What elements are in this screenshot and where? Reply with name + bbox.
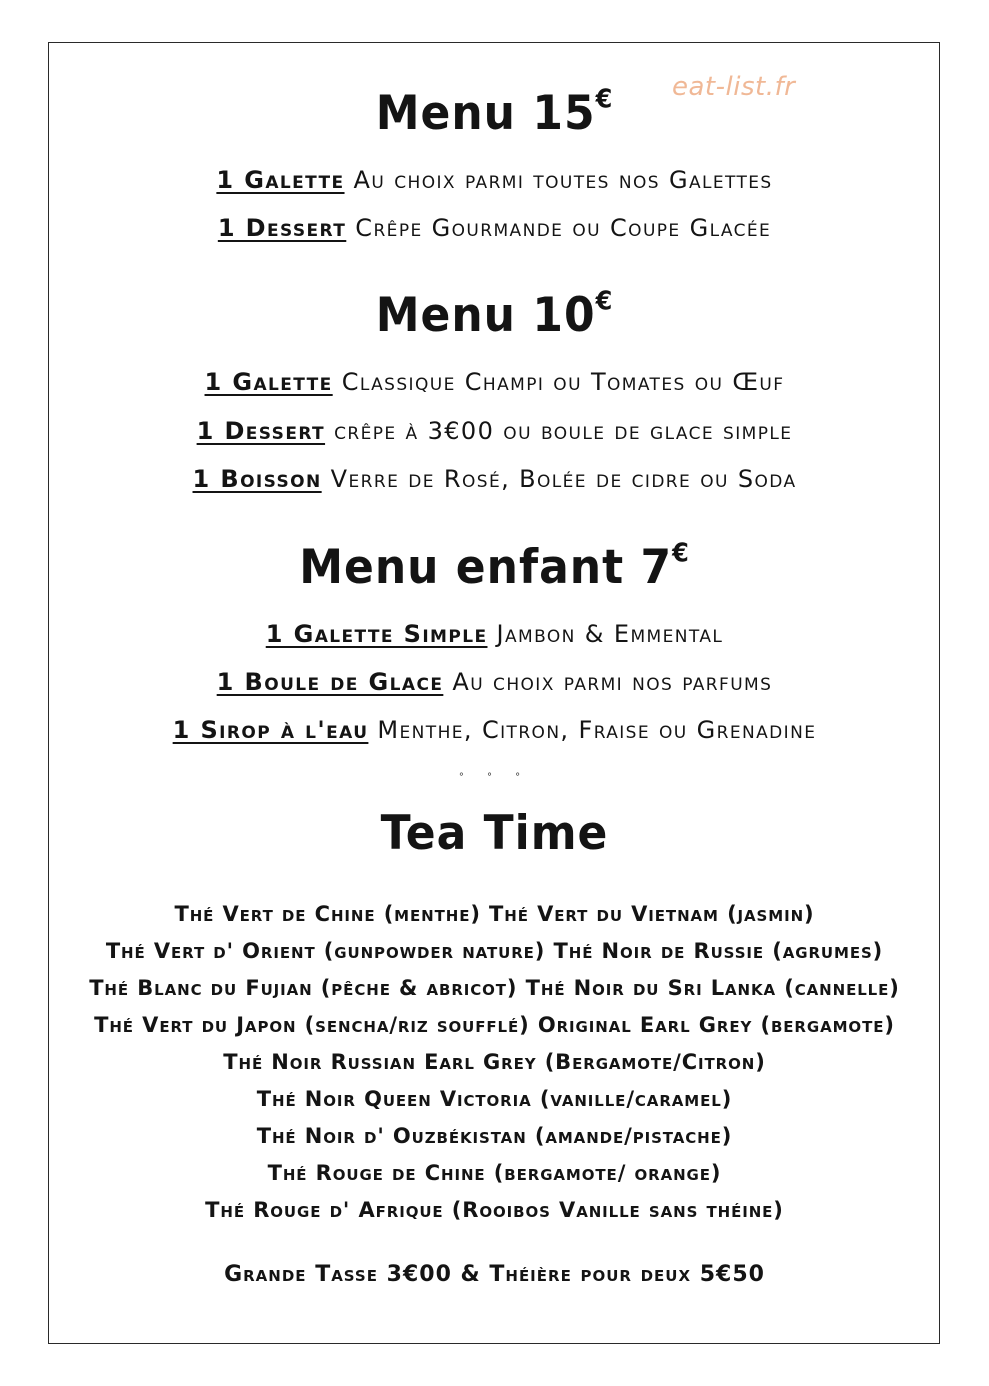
menu-15-title xyxy=(0,86,989,141)
menu-15-title-text: Menu 15 xyxy=(375,85,596,142)
menu-10-line-galette xyxy=(0,368,989,396)
tea-line-8: Thé Rouge de Chine (bergamote/ orange) xyxy=(267,1161,722,1185)
tea-line-9: Thé Rouge d' Afrique (Rooibos Vanille sans théine) xyxy=(205,1198,784,1222)
menu-15-currency: € xyxy=(595,84,614,115)
menu-enfant-currency: € xyxy=(672,538,690,569)
menu-10-line-boisson-lead: 1 Boisson xyxy=(192,465,322,493)
tea-line-7: Thé Noir d' Ouzbékistan (amande/pistache) xyxy=(256,1124,733,1148)
tea-line-2: Thé Vert d' Orient (gunpowder nature) Thé Noir de Russie (agrumes) xyxy=(105,939,884,963)
menu-enfant-title xyxy=(0,540,989,595)
menu-10-line-galette-lead: 1 Galette xyxy=(204,368,333,396)
menu-15-line-galette-text: Au choix parmi toutes nos Galettes xyxy=(344,166,773,194)
menu-enfant-line-sirop-text: Menthe, Citron, Fraise ou Grenadine xyxy=(368,716,817,744)
menu-enfant-line-glace xyxy=(0,668,989,696)
menu-enfant-line-galette-text: Jambon & Emmental xyxy=(487,620,724,648)
menu-10-title-text: Menu 10 xyxy=(375,287,596,344)
tea-prices: Grande Tasse 3€00 & Théière pour deux 5€50 xyxy=(224,1262,765,1287)
menu-enfant-title-text: Menu enfant 7 xyxy=(299,539,673,596)
menu-enfant-line-glace-text: Au choix parmi nos parfums xyxy=(443,668,773,696)
tea-line-3: Thé Blanc du Fujian (pêche & abricot) Thé Noir du Sri Lanka (cannelle) xyxy=(89,976,900,1000)
tea-line-4: Thé Vert du Japon (sencha/riz soufflé) Original Earl Grey (bergamote) xyxy=(94,1013,895,1037)
menu-enfant-line-glace-lead: 1 Boule de Glace xyxy=(216,668,444,696)
tea-line-5: Thé Noir Russian Earl Grey (Bergamote/Citron) xyxy=(223,1050,766,1074)
menu-10-currency: € xyxy=(595,286,614,317)
tea-line-1: Thé Vert de Chine (menthe) Thé Vert du Vietnam (jasmin) xyxy=(174,902,815,926)
menu-enfant-line-sirop xyxy=(0,716,989,744)
menu-10-line-dessert-text: crêpe à 3€00 ou boule de glace simple xyxy=(325,417,793,445)
menu-15-line-galette xyxy=(0,166,989,194)
menu-enfant-line-galette-lead: 1 Galette Simple xyxy=(265,620,488,648)
separator-dots: ° ° ° xyxy=(458,772,531,783)
menu-15-line-galette-lead: 1 Galette xyxy=(216,166,345,194)
menu-10-line-galette-text: Classique Champi ou Tomates ou Œuf xyxy=(332,368,785,396)
menu-10-line-dessert xyxy=(0,417,989,445)
menu-10-line-boisson-text: Verre de Rosé, Bolée de cidre ou Soda xyxy=(321,465,797,493)
menu-10-line-dessert-lead: 1 Dessert xyxy=(196,417,326,445)
menu-enfant-line-galette xyxy=(0,620,989,648)
watermark: eat-list.fr xyxy=(672,72,796,102)
tea-line-6: Thé Noir Queen Victoria (vanille/caramel) xyxy=(256,1087,733,1111)
menu-enfant-line-sirop-lead: 1 Sirop à l'eau xyxy=(172,716,369,744)
menu-15-line-dessert xyxy=(0,214,989,242)
tea-time-title: Tea Time xyxy=(380,805,609,862)
menu-10-line-boisson xyxy=(0,465,989,493)
menu-15-line-dessert-lead: 1 Dessert xyxy=(217,214,347,242)
menu-10-title xyxy=(0,288,989,343)
menu-15-line-dessert-text: Crêpe Gourmande ou Coupe Glacée xyxy=(346,214,772,242)
